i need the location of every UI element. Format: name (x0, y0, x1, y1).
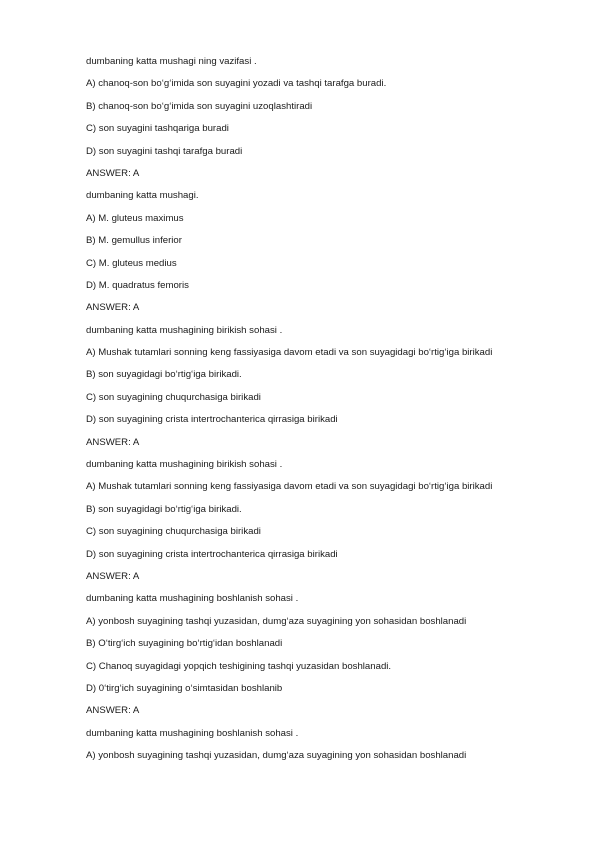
option-d: D) son suyagini tashqi tarafga buradi (86, 145, 243, 157)
option-a: A) yonbosh suyagining tashqi yuzasidan, dumg‘aza suyagining yon sohasidan boshlanadi (86, 615, 467, 627)
option-b: B) son suyagidagi bo‘rtig‘iga birikadi. (86, 503, 242, 515)
option-c: C) M. gluteus medius (86, 257, 177, 269)
option-d: D) son suyagining crista intertrochanterica qirrasiga birikadi (86, 548, 338, 560)
option-d: D) son suyagining crista intertrochanterica qirrasiga birikadi (86, 414, 338, 426)
option-c: C) son suyagining chuqurchasiga birikadi (86, 526, 261, 538)
option-d: D) 0‘tirg‘ich suyagining o‘simtasidan boshlanib (86, 682, 283, 694)
question-text: dumbaning katta mushagi ning vazifasi . (86, 56, 257, 67)
option-b: B) son suyagidagi bo‘rtig‘iga birikadi. (86, 369, 242, 381)
question-text: dumbaning katta mushagining boshlanish sohasi . (86, 727, 299, 739)
option-a: A) Mushak tutamlari sonning keng fassiyasiga davom etadi va son suyagidagi bo‘rtig‘iga birikadi (86, 481, 493, 493)
answer-line: ANSWER: A (86, 570, 140, 582)
option-b: B) M. gemullus inferior (86, 235, 182, 247)
answer-line: ANSWER: A (86, 705, 140, 717)
option-c: C) Chanoq suyagidagi yopqich teshigining tashqi yuzasidan boshlanadi. (86, 660, 392, 672)
answer-line: ANSWER: A (86, 302, 140, 314)
option-d: D) M. quadratus femoris (86, 279, 189, 291)
question-text: dumbaning katta mushagining boshlanish sohasi . (86, 593, 299, 605)
option-c: C) son suyagini tashqariga buradi (86, 123, 229, 135)
option-a: A) yonbosh suyagining tashqi yuzasidan, dumg‘aza suyagining yon sohasidan boshlanadi (86, 750, 467, 762)
option-c: C) son suyagining chuqurchasiga birikadi (86, 391, 261, 403)
question-text: dumbaning katta mushagi. (86, 190, 199, 202)
option-a: A) chanoq-son bo‘g‘imida son suyagini yozadi va tashqi tarafga buradi. (86, 78, 387, 90)
answer-line: ANSWER: A (86, 167, 140, 179)
question-text: dumbaning katta mushagining birikish sohasi . (86, 324, 283, 336)
question-text: dumbaning katta mushagining birikish sohasi . (86, 459, 283, 471)
option-b: B) chanoq-son bo‘g‘imida son suyagini uzoqlashtiradi (86, 100, 313, 112)
option-a: A) M. gluteus maximus (86, 212, 184, 224)
answer-line: ANSWER: A (86, 436, 140, 448)
option-b: B) O‘tirg‘ich suyagining bo‘rtig‘idan boshlanadi (86, 638, 283, 650)
option-a: A) Mushak tutamlari sonning keng fassiyasiga davom etadi va son suyagidagi bo‘rtig‘iga birikadi (86, 347, 493, 359)
